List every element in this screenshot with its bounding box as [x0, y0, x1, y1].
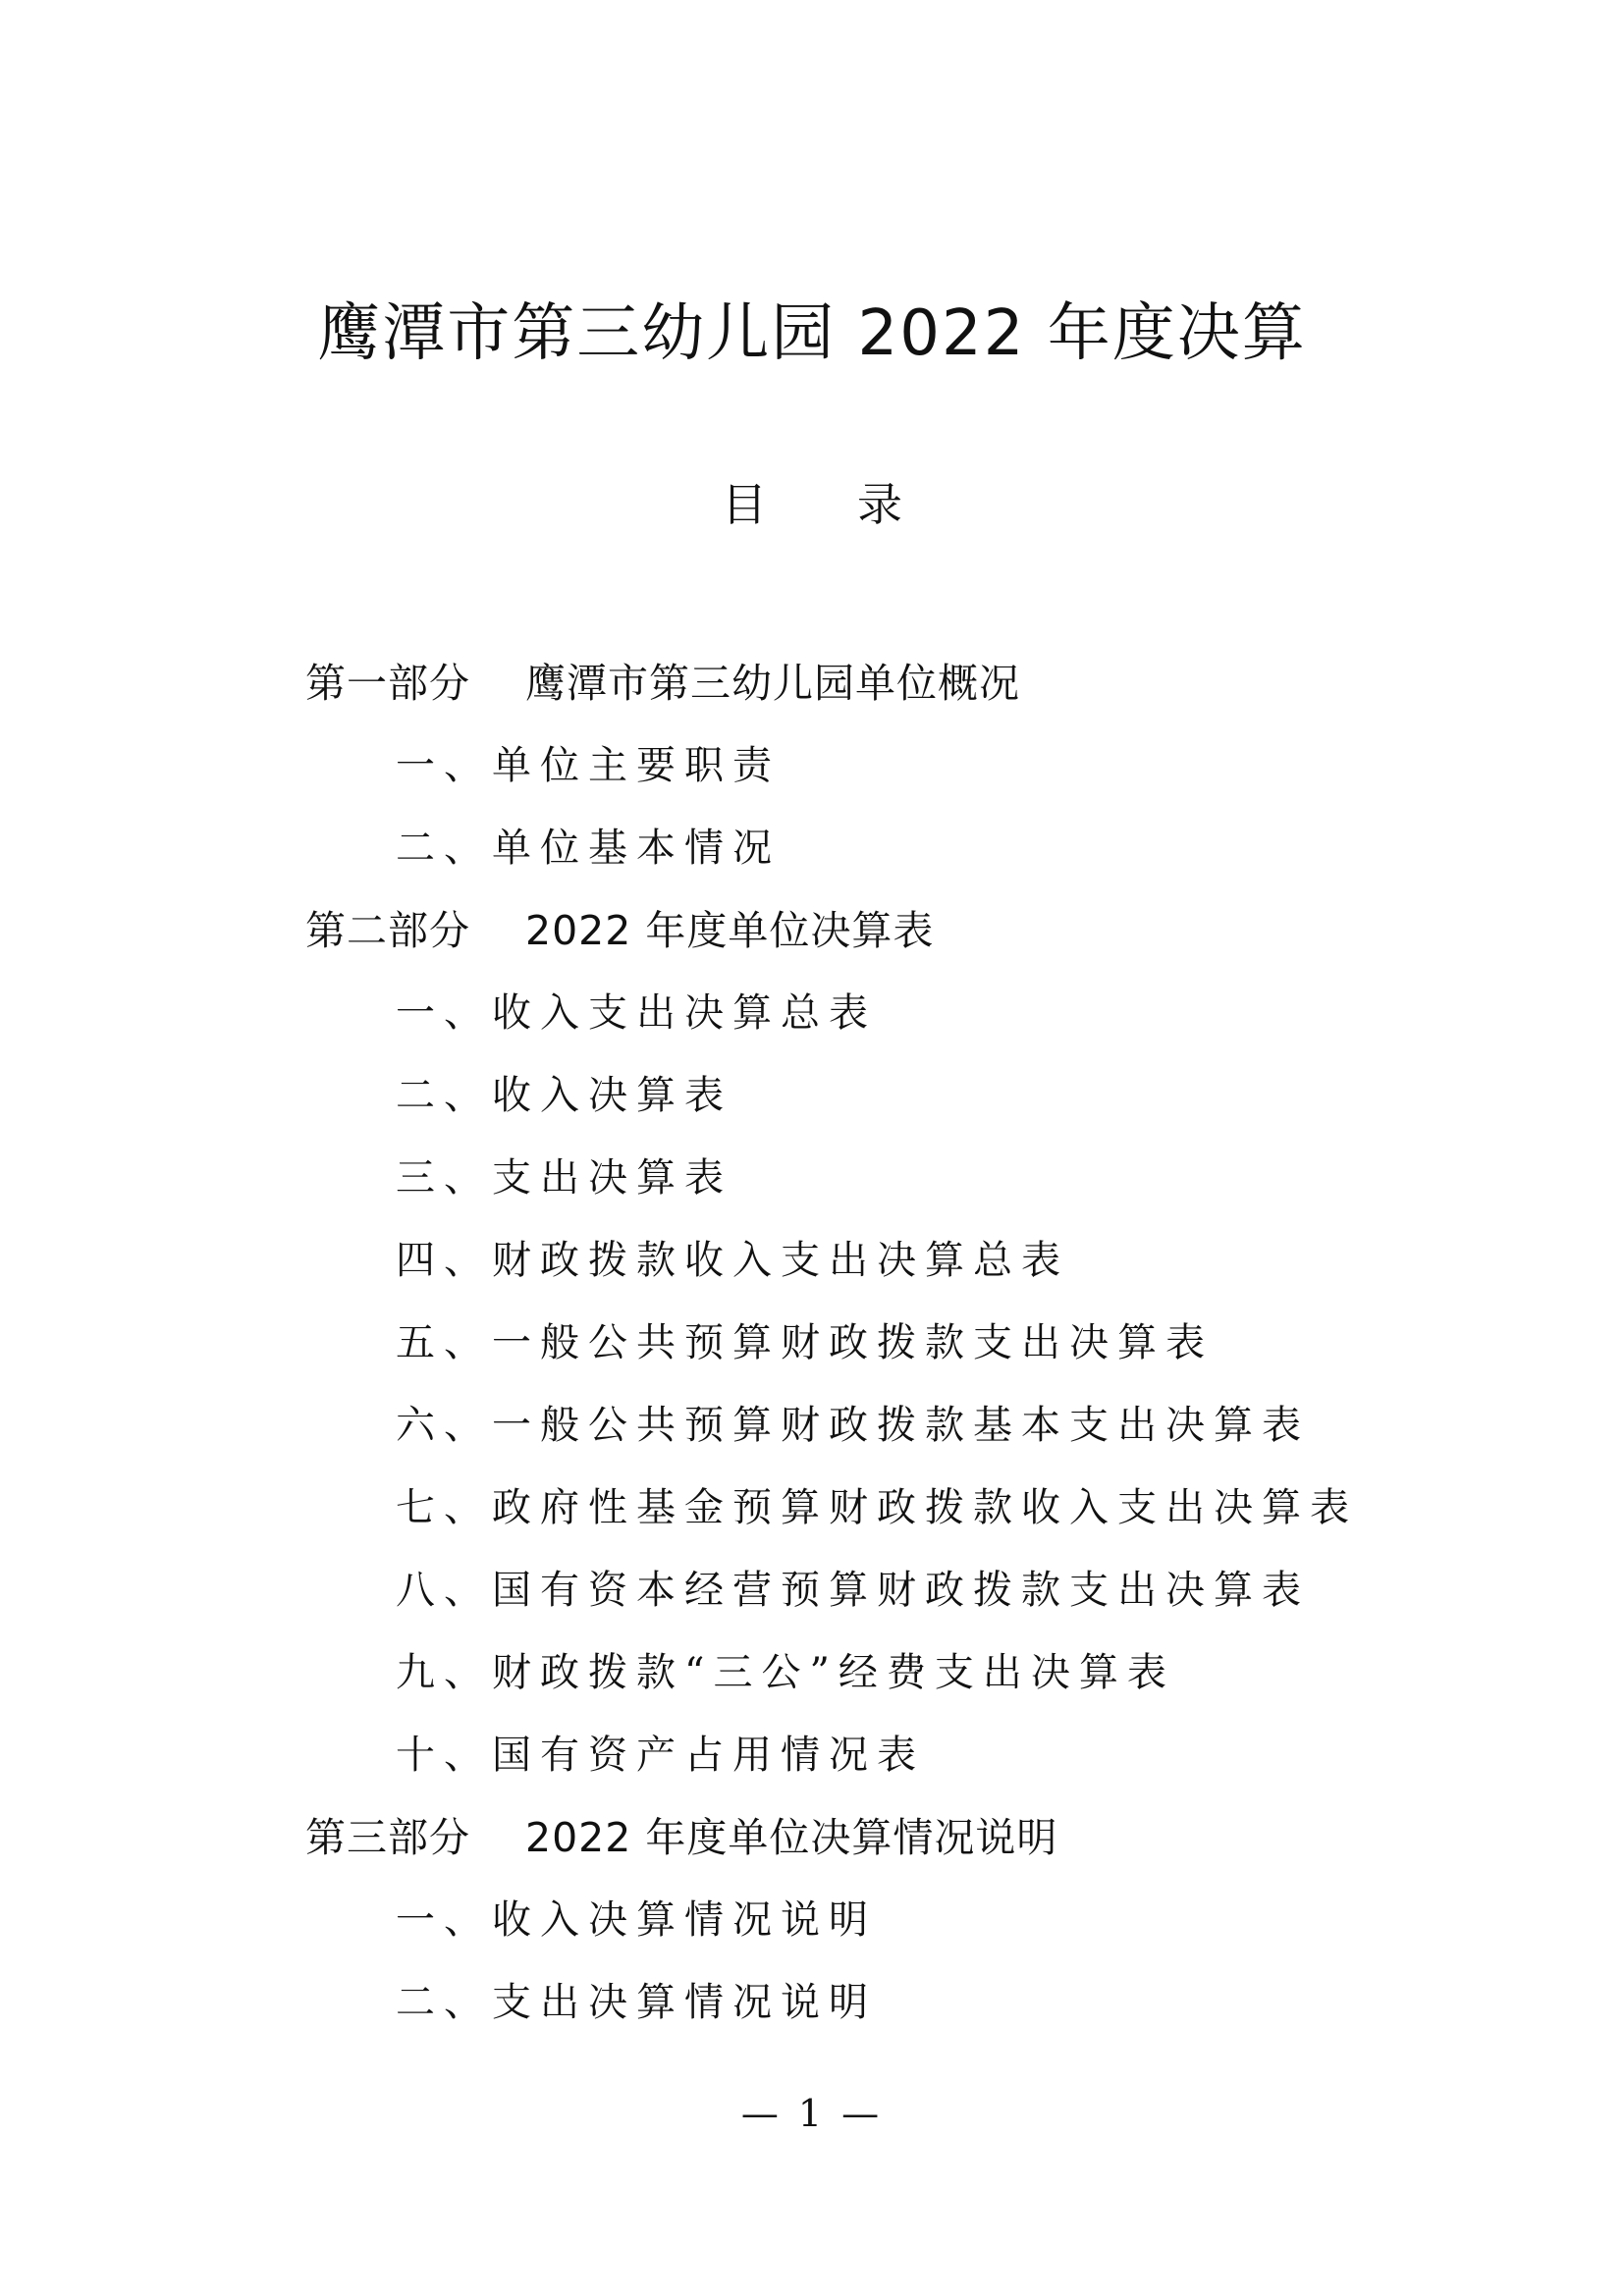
- part-title: 2022 年度单位决算表: [525, 906, 935, 954]
- part-title: 2022 年度单位决算情况说明: [525, 1813, 1058, 1861]
- toc-item: 七、政府性基金预算财政拨款收入支出决算表: [396, 1484, 1358, 1530]
- toc-item: 四、财政拨款收入支出决算总表: [396, 1237, 1069, 1283]
- toc-item: 二、单位基本情况: [396, 825, 781, 871]
- toc-part-3: [305, 1792, 1385, 1875]
- toc-item: 八、国有资本经营预算财政拨款支出决算表: [396, 1567, 1310, 1613]
- toc-part-2: [305, 885, 1385, 968]
- document-title: 鹰潭市第三幼儿园 2022 年度决算: [317, 297, 1307, 370]
- part-number: 第二部分: [305, 906, 470, 954]
- toc-item: 一、单位主要职责: [396, 742, 781, 788]
- toc-part-1: [305, 638, 1385, 721]
- table-of-contents: [305, 638, 1385, 2040]
- page-number: — 1 —: [740, 2092, 884, 2135]
- toc-item: 一、收入决算情况说明: [396, 1896, 877, 1943]
- toc-item: 六、一般公共预算财政拨款基本支出决算表: [396, 1402, 1310, 1448]
- part-number: 第一部分: [305, 659, 470, 707]
- toc-item: 二、收入决算表: [396, 1072, 732, 1118]
- toc-item: 十、国有资产占用情况表: [396, 1732, 925, 1778]
- toc-item: 五、一般公共预算财政拨款支出决算表: [396, 1319, 1214, 1365]
- part-number: 第三部分: [305, 1813, 470, 1861]
- toc-item: 三、支出决算表: [396, 1154, 732, 1201]
- toc-heading: 目录: [722, 478, 993, 531]
- part-title: 鹰潭市第三幼儿园单位概况: [525, 659, 1020, 707]
- toc-item: 二、支出决算情况说明: [396, 1979, 877, 2025]
- toc-item: 一、收入支出决算总表: [396, 989, 877, 1036]
- toc-item: 九、财政拨款“三公”经费支出决算表: [396, 1649, 1175, 1695]
